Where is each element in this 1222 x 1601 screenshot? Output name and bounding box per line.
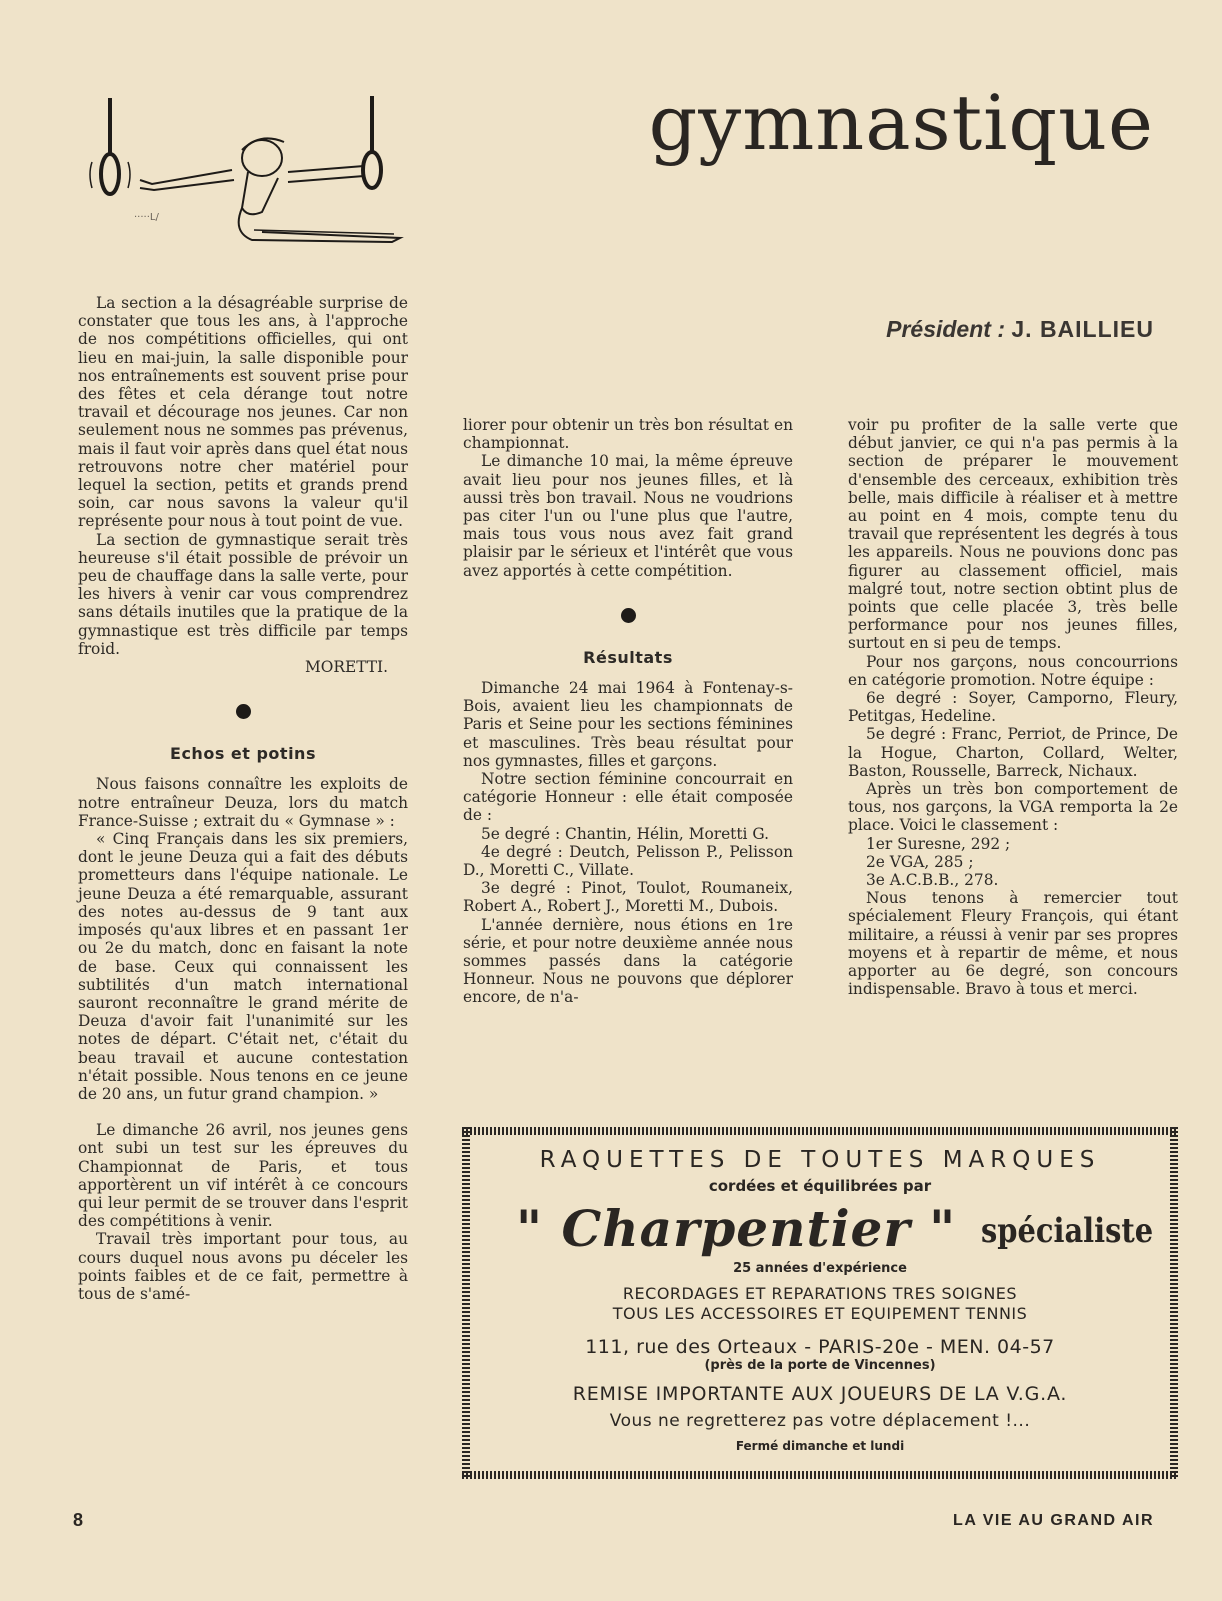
magazine-name: LA VIE AU GRAND AIR bbox=[953, 1512, 1154, 1529]
ad-content bbox=[476, 1139, 1164, 1467]
paragraph: Le dimanche 10 mai, la même épreuve avait lieu pour nos jeunes filles, et là aussi très bon travail. Nous ne voudrions pas citer l'un ou l'une plus que l'autre, mais tous vous nous avez fait grand plaisir par le sérieux et l'intérêt que vous avez apportés à cette compétition. bbox=[463, 452, 793, 580]
paragraph: Pour nos garçons, nous concourrions en catégorie promotion. Notre équipe : bbox=[848, 652, 1178, 689]
ranking-item: 1er Suresne, 292 ; bbox=[866, 834, 1011, 853]
column-3 bbox=[848, 416, 1178, 999]
section-heading-echos: Echos et potins bbox=[170, 744, 316, 764]
section-heading-resultats: Résultats bbox=[583, 647, 673, 667]
paragraph: 6e degré : Soyer, Camporno, Fleury, Petitgas, Hedeline. bbox=[848, 689, 1178, 726]
paragraph: La section de gymnastique serait très heureuse s'il était possible de prévoir un peu de chauffage dans la salle verte, pour les hivers à venir car vous comprendrez sans détails inutiles que la pratique de la gymnastique est très difficile par temps froid. bbox=[78, 530, 408, 658]
paragraph: 3e degré : Pinot, Toulot, Roumaneix, Robert A., Robert J., Moretti M., Dubois. bbox=[463, 879, 793, 916]
ad-services-1: RECORDAGES ET REPARATIONS TRES SOIGNES bbox=[622, 1284, 1018, 1303]
ad-address: 111, rue des Orteaux - PARIS-20e - MEN. 04-57 bbox=[585, 1336, 1055, 1358]
ad-subheadline: cordées et équilibrées par bbox=[708, 1177, 932, 1195]
ad-brand-name: " Charpentier " bbox=[516, 1199, 957, 1258]
ad-location-note: (près de la porte de Vincennes) bbox=[704, 1358, 936, 1373]
paragraph: Notre section féminine concourrait en catégorie Honneur : elle était composée de : bbox=[463, 770, 793, 825]
ad-brand-line bbox=[476, 1199, 1164, 1259]
column-1 bbox=[78, 294, 408, 1303]
paragraph: L'année dernière, nous étions en 1re série, et pour notre deuxième année nous sommes passés dans la catégorie Honneur. Nous ne pouvons que déplorer encore, de n'a- bbox=[463, 915, 793, 1007]
svg-text:·····L/: ·····L/ bbox=[134, 212, 159, 223]
charpentier-advertisement bbox=[462, 1127, 1178, 1479]
paragraph: Après un très bon comportement de tous, nos garçons, la VGA remporta la 2e place. Voici le classement : bbox=[848, 780, 1178, 835]
paragraph: 5e degré : Chantin, Hélin, Moretti G. bbox=[481, 824, 770, 843]
bullet-separator bbox=[236, 704, 251, 719]
page-number: 8 bbox=[73, 1510, 84, 1530]
paragraph: 4e degré : Deutch, Pelisson P., Pelisson D., Moretti C., Villate. bbox=[463, 842, 793, 880]
ad-specialist: spécialiste bbox=[981, 1211, 1154, 1251]
president-line bbox=[886, 316, 1154, 343]
ranking-item: 2e VGA, 285 ; bbox=[866, 852, 974, 871]
paragraph: Nous faisons connaître les exploits de notre entraîneur Deuza, lors du match France-Suisse ; extrait du « Gymnase » : bbox=[78, 775, 408, 830]
ad-tagline: Vous ne regretterez pas votre déplacement !... bbox=[609, 1411, 1031, 1431]
paragraph: Travail très important pour tous, au cours duquel nous avons pu déceler les points faibles et de ce fait, permettre à tous de s'amé- bbox=[78, 1230, 408, 1303]
section-title: gymnastique bbox=[648, 78, 1154, 167]
paragraph: 5e degré : Franc, Perriot, de Prince, De la Hogue, Charton, Collard, Welter, Baston, Rousselle, Barreck, Nichaux. bbox=[848, 725, 1178, 780]
ad-closing-days: Fermé dimanche et lundi bbox=[735, 1439, 905, 1453]
ad-services-2: TOUS LES ACCESSOIRES ET EQUIPEMENT TENNIS bbox=[612, 1304, 1028, 1323]
paragraph: liorer pour obtenir un très bon résultat en championnat. bbox=[463, 416, 793, 453]
column-2 bbox=[463, 416, 793, 1007]
president-label: Président : bbox=[886, 316, 1005, 342]
paragraph: La section a la désagréable surprise de constater que tous les ans, à l'approche de nos compétitions officielles, qui ont lieu en mai-juin, la salle disponible pour nos entraînements est souvent prise pour des fêtes et cela dérange tout notre travail et décourage nos jeunes. Car non seulement nous ne sommes pas prévenus, mais il faut voir après dans quel état nous retrouvons notre cher matériel pour lequel la section, petits et grands prend soin, car nous savons la valeur qu'il représente pour nous à tout point de vue. bbox=[78, 294, 408, 531]
gymnast-rings-illustration bbox=[82, 92, 422, 262]
paragraph: Nous tenons à remercier tout spécialement Fleury François, qui étant militaire, a réussi à venir par ses propres moyens et à repartir de même, et nous apporter au 6e degré, son concours indispensable. Bravo à tous et merci. bbox=[848, 889, 1178, 999]
quote-paragraph: « Cinq Français dans les six premiers, dont le jeune Deuza qui a fait des débuts prometteurs dans l'équipe nationale. Le jeune Deuza a été remarquable, assurant des notes au-dessus de 9 tant aux imposés qu'aux libres et en passant 1er ou 2e du match, donc en faisant la note de base. Ceux qui connaissent les subtilités d'un match international sauront reconnaître le grand mérite de Deuza d'avoir fait l'unanimité sur les notes de départ. C'était net, c'était du beau travail et aucune contestation n'était possible. Nous tenons en ce jeune de 20 ans, un futur grand champion. » bbox=[78, 830, 408, 1103]
president-name: J. BAILLIEU bbox=[1011, 316, 1154, 342]
paragraph: voir pu profiter de la salle verte que début janvier, ce qui n'a pas permis à la section de préparer le mouvement d'ensemble des cerceaux, exhibition très belle, mais difficile à réaliser et à mettre au point en 4 mois, compte tenu du travail que représentent les degrés à tous les appareils. Nous ne pouvions donc pas figurer au classement officiel, mais malgré tout, notre section obtint plus de points que celle placée 3, très belle performance pour nos jeunes filles, surtout en si peu de temps. bbox=[848, 416, 1178, 653]
ad-experience: 25 années d'expérience bbox=[733, 1261, 907, 1276]
ad-headline: RAQUETTES DE TOUTES MARQUES bbox=[539, 1147, 1101, 1173]
bullet-separator bbox=[621, 608, 636, 623]
signature: MORETTI. bbox=[305, 658, 388, 677]
ad-discount: REMISE IMPORTANTE AUX JOUEURS DE LA V.G.A. bbox=[572, 1383, 1068, 1405]
ranking-item: 3e A.C.B.B., 278. bbox=[866, 871, 999, 890]
paragraph: Le dimanche 26 avril, nos jeunes gens ont subi un test sur les épreuves du Championnat de Paris, et tous apportèrent un vif intérêt à ce concours qui leur permit de se trouver dans l'esprit des compétitions à venir. bbox=[78, 1121, 408, 1231]
paragraph: Dimanche 24 mai 1964 à Fontenay-s-Bois, avaient lieu les championnats de Paris et Seine pour les sections féminines et masculines. Très beau résultat pour nos gymnastes, filles et garçons. bbox=[463, 679, 793, 770]
